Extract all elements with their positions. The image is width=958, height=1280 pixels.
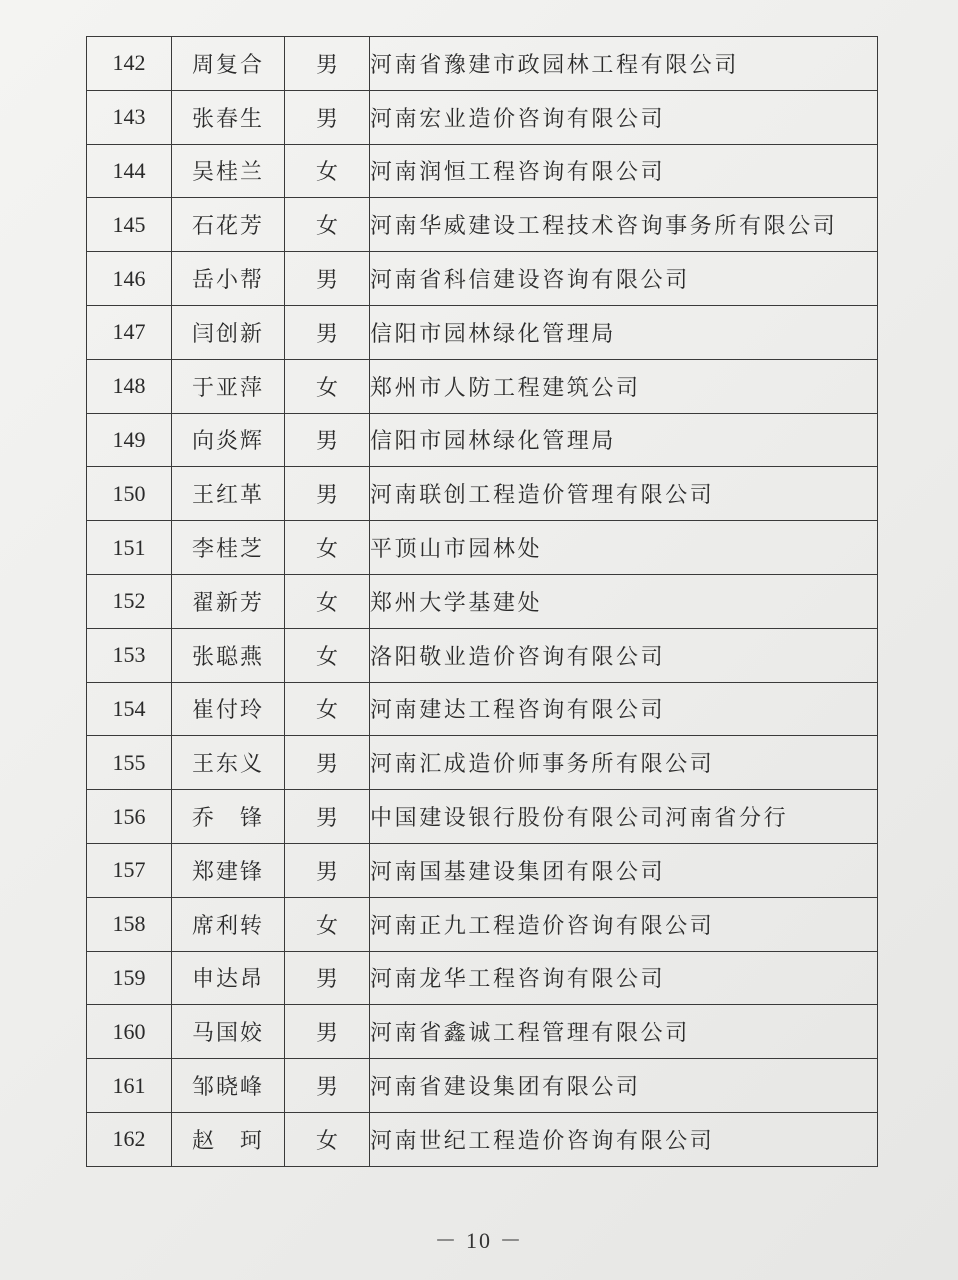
row-number-cell: 149 bbox=[87, 413, 172, 467]
row-number-cell: 145 bbox=[87, 198, 172, 252]
name-cell: 李桂芝 bbox=[172, 521, 285, 575]
name-cell: 周复合 bbox=[172, 37, 285, 91]
table-row bbox=[87, 1059, 878, 1113]
name-cell: 申达昂 bbox=[172, 951, 285, 1005]
table-row bbox=[87, 736, 878, 790]
table-row bbox=[87, 628, 878, 682]
employer-cell: 平顶山市园林处 bbox=[370, 521, 878, 575]
row-number-cell: 152 bbox=[87, 574, 172, 628]
name-cell: 赵 珂 bbox=[172, 1112, 285, 1166]
row-number-cell: 142 bbox=[87, 37, 172, 91]
gender-cell: 男 bbox=[285, 37, 370, 91]
gender-cell: 女 bbox=[285, 521, 370, 575]
name-cell: 乔 锋 bbox=[172, 790, 285, 844]
table-row bbox=[87, 951, 878, 1005]
table-row bbox=[87, 467, 878, 521]
table-row bbox=[87, 90, 878, 144]
row-number-cell: 150 bbox=[87, 467, 172, 521]
employer-cell: 河南省科信建设咨询有限公司 bbox=[370, 252, 878, 306]
name-cell: 翟新芳 bbox=[172, 574, 285, 628]
table-row bbox=[87, 1005, 878, 1059]
table-row bbox=[87, 359, 878, 413]
employer-cell: 河南龙华工程咨询有限公司 bbox=[370, 951, 878, 1005]
gender-cell: 男 bbox=[285, 1005, 370, 1059]
employer-cell: 河南正九工程造价咨询有限公司 bbox=[370, 897, 878, 951]
employer-cell: 河南省豫建市政园林工程有限公司 bbox=[370, 37, 878, 91]
name-cell: 吴桂兰 bbox=[172, 144, 285, 198]
gender-cell: 男 bbox=[285, 413, 370, 467]
row-number-cell: 159 bbox=[87, 951, 172, 1005]
row-number-cell: 148 bbox=[87, 359, 172, 413]
table-row bbox=[87, 521, 878, 575]
employer-cell: 中国建设银行股份有限公司河南省分行 bbox=[370, 790, 878, 844]
gender-cell: 女 bbox=[285, 198, 370, 252]
gender-cell: 男 bbox=[285, 1059, 370, 1113]
name-cell: 席利转 bbox=[172, 897, 285, 951]
table-row bbox=[87, 413, 878, 467]
name-cell: 郑建锋 bbox=[172, 843, 285, 897]
row-number-cell: 160 bbox=[87, 1005, 172, 1059]
table-row bbox=[87, 37, 878, 91]
row-number-cell: 147 bbox=[87, 305, 172, 359]
gender-cell: 男 bbox=[285, 951, 370, 1005]
gender-cell: 男 bbox=[285, 790, 370, 844]
name-cell: 岳小帮 bbox=[172, 252, 285, 306]
name-cell: 崔付玲 bbox=[172, 682, 285, 736]
employer-cell: 信阳市园林绿化管理局 bbox=[370, 305, 878, 359]
employer-cell: 河南汇成造价师事务所有限公司 bbox=[370, 736, 878, 790]
gender-cell: 女 bbox=[285, 359, 370, 413]
gender-cell: 女 bbox=[285, 574, 370, 628]
row-number-cell: 162 bbox=[87, 1112, 172, 1166]
table-row bbox=[87, 790, 878, 844]
roster-table bbox=[86, 36, 878, 1167]
table-row bbox=[87, 252, 878, 306]
employer-cell: 河南省鑫诚工程管理有限公司 bbox=[370, 1005, 878, 1059]
row-number-cell: 158 bbox=[87, 897, 172, 951]
name-cell: 闫创新 bbox=[172, 305, 285, 359]
name-cell: 王东义 bbox=[172, 736, 285, 790]
row-number-cell: 151 bbox=[87, 521, 172, 575]
employer-cell: 郑州市人防工程建筑公司 bbox=[370, 359, 878, 413]
page-number: － 10 － bbox=[434, 1228, 524, 1253]
table-row bbox=[87, 843, 878, 897]
row-number-cell: 155 bbox=[87, 736, 172, 790]
employer-cell: 河南润恒工程咨询有限公司 bbox=[370, 144, 878, 198]
name-cell: 向炎辉 bbox=[172, 413, 285, 467]
row-number-cell: 157 bbox=[87, 843, 172, 897]
employer-cell: 洛阳敬业造价咨询有限公司 bbox=[370, 628, 878, 682]
gender-cell: 男 bbox=[285, 305, 370, 359]
gender-cell: 女 bbox=[285, 682, 370, 736]
employer-cell: 河南世纪工程造价咨询有限公司 bbox=[370, 1112, 878, 1166]
employer-cell: 河南联创工程造价管理有限公司 bbox=[370, 467, 878, 521]
gender-cell: 女 bbox=[285, 897, 370, 951]
name-cell: 王红革 bbox=[172, 467, 285, 521]
table-row bbox=[87, 897, 878, 951]
employer-cell: 郑州大学基建处 bbox=[370, 574, 878, 628]
row-number-cell: 144 bbox=[87, 144, 172, 198]
employer-cell: 河南国基建设集团有限公司 bbox=[370, 843, 878, 897]
gender-cell: 女 bbox=[285, 628, 370, 682]
row-number-cell: 161 bbox=[87, 1059, 172, 1113]
employer-cell: 河南建达工程咨询有限公司 bbox=[370, 682, 878, 736]
table-row bbox=[87, 198, 878, 252]
table-row bbox=[87, 682, 878, 736]
name-cell: 于亚萍 bbox=[172, 359, 285, 413]
gender-cell: 男 bbox=[285, 90, 370, 144]
employer-cell: 河南华威建设工程技术咨询事务所有限公司 bbox=[370, 198, 878, 252]
employer-cell: 河南省建设集团有限公司 bbox=[370, 1059, 878, 1113]
gender-cell: 男 bbox=[285, 252, 370, 306]
name-cell: 马国姣 bbox=[172, 1005, 285, 1059]
gender-cell: 男 bbox=[285, 467, 370, 521]
table-row bbox=[87, 1112, 878, 1166]
roster-table-body bbox=[87, 37, 878, 1167]
table-row bbox=[87, 305, 878, 359]
gender-cell: 男 bbox=[285, 843, 370, 897]
name-cell: 邹晓峰 bbox=[172, 1059, 285, 1113]
gender-cell: 男 bbox=[285, 736, 370, 790]
table-row bbox=[87, 574, 878, 628]
employer-cell: 河南宏业造价咨询有限公司 bbox=[370, 90, 878, 144]
name-cell: 张春生 bbox=[172, 90, 285, 144]
row-number-cell: 143 bbox=[87, 90, 172, 144]
row-number-cell: 154 bbox=[87, 682, 172, 736]
gender-cell: 女 bbox=[285, 1112, 370, 1166]
row-number-cell: 146 bbox=[87, 252, 172, 306]
row-number-cell: 156 bbox=[87, 790, 172, 844]
row-number-cell: 153 bbox=[87, 628, 172, 682]
table-row bbox=[87, 144, 878, 198]
employer-cell: 信阳市园林绿化管理局 bbox=[370, 413, 878, 467]
name-cell: 张聪燕 bbox=[172, 628, 285, 682]
name-cell: 石花芳 bbox=[172, 198, 285, 252]
gender-cell: 女 bbox=[285, 144, 370, 198]
